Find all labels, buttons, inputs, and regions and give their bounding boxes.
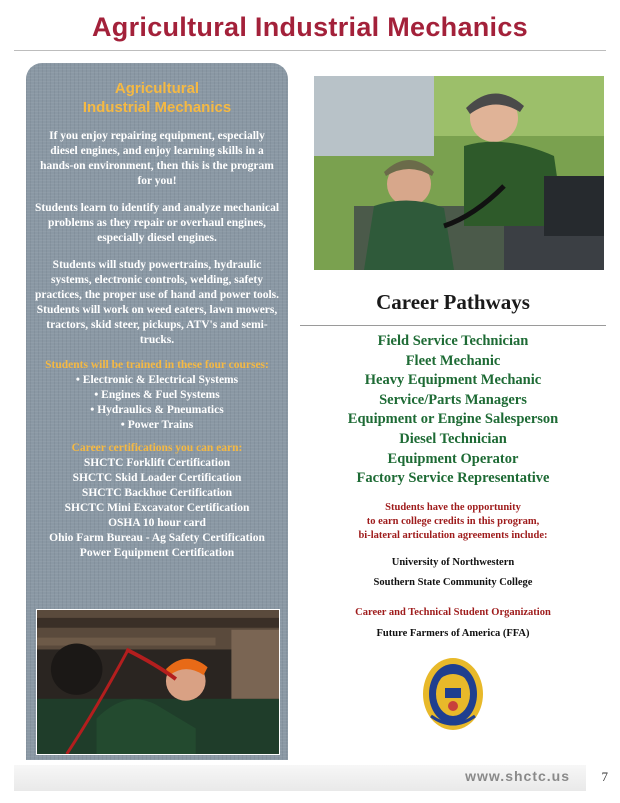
career-pathway-item: Equipment Operator xyxy=(387,450,519,467)
sidebar-paragraph-2: Students learn to identify and analyze mechanical problems as they repair or overhaul engines, especially diesel engines. xyxy=(34,202,280,244)
course-item: • Hydraulics & Pneumatics xyxy=(90,404,224,416)
career-pathways-list xyxy=(300,332,606,489)
student-organization-heading: Career and Technical Student Organization xyxy=(355,607,551,618)
career-divider xyxy=(300,325,606,326)
certification-item: SHCTC Mini Excavator Certification xyxy=(64,502,250,514)
courses-heading: Students will be trained in these four courses: xyxy=(45,359,269,371)
title-divider xyxy=(14,50,606,51)
certification-item: Ohio Farm Bureau - Ag Safety Certification xyxy=(49,532,265,544)
career-pathway-item: Heavy Equipment Mechanic xyxy=(364,372,542,389)
articulation-line: to earn college credits in this program, xyxy=(366,516,540,527)
career-pathway-item: Factory Service Representative xyxy=(356,470,550,487)
certification-item: SHCTC Backhoe Certification xyxy=(81,487,233,499)
course-item: • Electronic & Electrical Systems xyxy=(75,374,239,386)
career-pathway-item: Equipment or Engine Salesperson xyxy=(347,411,559,428)
student-under-vehicle-photo xyxy=(36,609,280,755)
career-pathway-item: Service/Parts Managers xyxy=(379,391,527,408)
career-pathways-title: Career Pathways xyxy=(376,290,530,314)
instructor-and-student-engine-photo xyxy=(314,76,604,270)
course-item: • Power Trains xyxy=(120,419,194,431)
certification-item: Power Equipment Certification xyxy=(79,547,235,559)
sidebar-heading-line1: Agricultural xyxy=(114,80,200,97)
career-pathway-item: Field Service Technician xyxy=(377,333,529,349)
page-number: 7 xyxy=(601,769,608,784)
certification-item: SHCTC Forklift Certification xyxy=(83,457,231,469)
courses-list xyxy=(26,373,288,433)
sidebar-panel xyxy=(26,63,288,760)
footer-website-link[interactable]: www.shctc.us xyxy=(465,768,570,784)
articulation-line: bi-lateral articulation agreements include: xyxy=(358,530,548,541)
university-southern-state: Southern State Community College xyxy=(373,577,533,588)
course-item: • Engines & Fuel Systems xyxy=(94,389,220,401)
certifications-heading: Career certifications you can earn: xyxy=(71,442,243,454)
sidebar-heading-line2: Industrial Mechanics xyxy=(82,99,232,116)
page-title: Agricultural Industrial Mechanics xyxy=(92,12,528,42)
career-pathway-item: Diesel Technician xyxy=(399,430,507,447)
university-northwestern: University of Northwestern xyxy=(391,557,515,568)
sidebar-paragraph-3: Students will study powertrains, hydraulic systems, electronic controls, welding, safety practices, the proper use of hand and power tools. Students will work on weed eaters, lawn mowers, tractors, skid steer, pickups, ATV's and semi-trucks. xyxy=(34,259,280,346)
certification-item: OSHA 10 hour card xyxy=(108,517,206,529)
student-organization-name: Future Farmers of America (FFA) xyxy=(376,628,530,639)
certification-item: SHCTC Skid Loader Certification xyxy=(72,472,242,484)
certifications-list xyxy=(26,456,288,561)
sidebar-intro: If you enjoy repairing equipment, especially diesel engines, and enjoy learning skills in a hands-on environment, then this is the program for you! xyxy=(40,130,274,187)
sidebar-heading xyxy=(26,79,288,117)
career-pathway-item: Fleet Mechanic xyxy=(405,352,501,369)
ffa-emblem-icon xyxy=(419,654,487,734)
articulation-note xyxy=(300,501,606,543)
articulation-line: Students have the opportunity xyxy=(385,502,521,513)
